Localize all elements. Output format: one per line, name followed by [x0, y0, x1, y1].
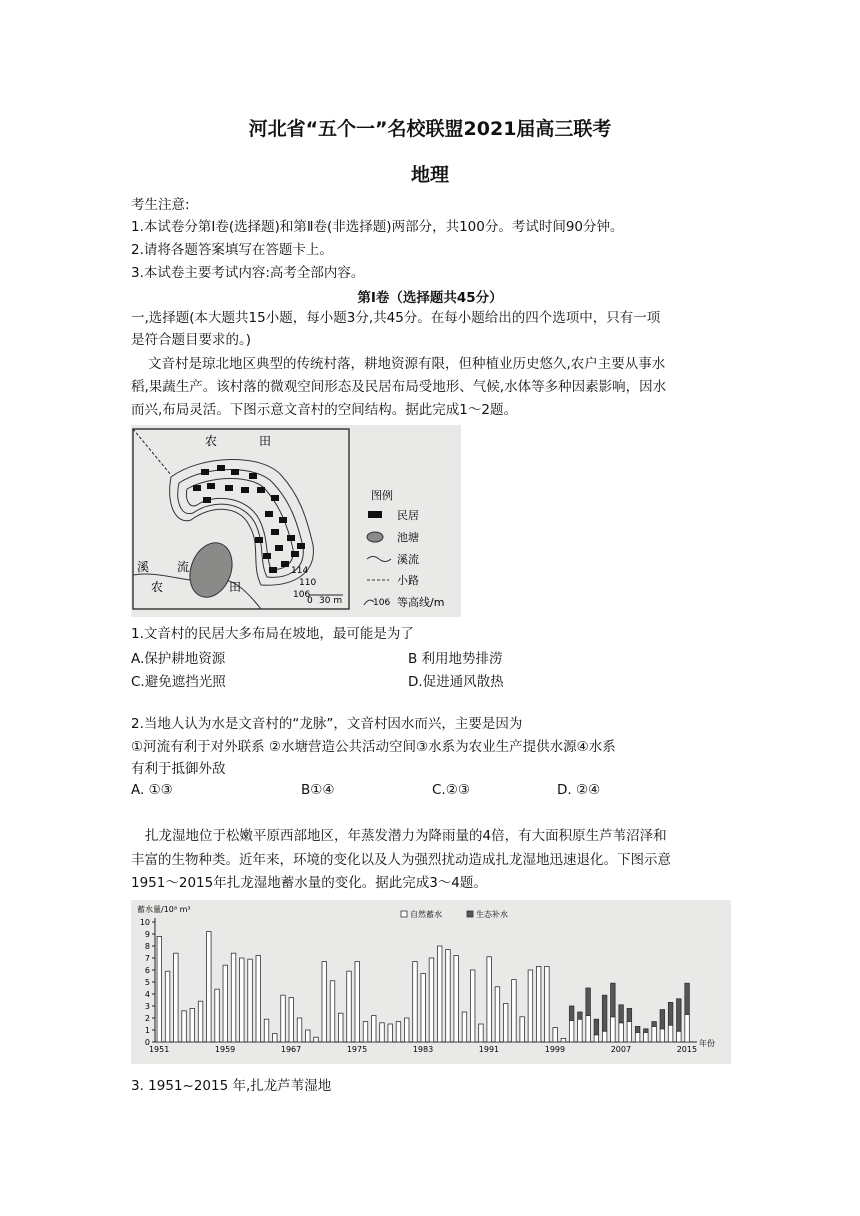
bar-natural-1951: [157, 936, 162, 1042]
bar-natural-1994: [512, 980, 517, 1042]
x-tick-label-2007: 2007: [610, 1045, 632, 1054]
exam-title: 河北省“五个一”名校联盟2021届高三联考: [248, 118, 612, 140]
bar-natural-1996: [528, 970, 533, 1042]
x-tick-label-1951: 1951: [148, 1045, 170, 1054]
label-contour-114: 114: [291, 566, 309, 576]
bar-natural-1993: [503, 1004, 508, 1042]
chart-x-ticks: [149, 1045, 697, 1054]
y-tick-label: 8: [144, 942, 150, 951]
bar-natural-2009: [635, 1032, 640, 1042]
legend-house-swatch: [368, 511, 382, 518]
bar-natural-1990: [479, 1024, 484, 1042]
bar-natural-1986: [446, 950, 451, 1042]
chart-xlabel: 年份: [699, 1039, 715, 1048]
bar-eco-2007: [619, 1005, 624, 1023]
bar-natural-2001: [569, 1020, 574, 1042]
bar-natural-1967: [289, 998, 294, 1042]
x-tick-label-1999: 1999: [544, 1045, 566, 1054]
passage2-line-1: 扎龙湿地位于松嫩平原西部地区，年蒸发潜力为降雨量的4倍，有大面积原生芦苇沼泽和: [145, 828, 667, 844]
label-farmland-top-1: 农: [205, 434, 218, 448]
bar-eco-2002: [578, 1012, 583, 1019]
legend-natural: 自然蓄水: [410, 910, 442, 919]
bar-natural-1958: [215, 989, 220, 1042]
legend-pond: 池塘: [397, 531, 419, 544]
legend-eco-swatch: [467, 911, 473, 917]
village-map-figure: [131, 425, 461, 617]
label-stream-1: 溪: [137, 560, 150, 574]
bar-natural-1975: [355, 962, 360, 1042]
water-storage-chart: [131, 900, 731, 1064]
bar-natural-1971: [322, 962, 327, 1042]
y-tick-label: 5: [144, 978, 150, 987]
bar-natural-1979: [388, 1024, 393, 1042]
bar-natural-1995: [520, 1017, 525, 1042]
section-intro-line-2: 是符合题目要求的。): [131, 332, 252, 348]
bar-eco-2011: [652, 1022, 657, 1027]
legend-natural-swatch: [401, 911, 407, 917]
bar-natural-1954: [182, 1011, 187, 1042]
label-farmland-bottom-1: 农: [151, 580, 164, 594]
bar-natural-2003: [586, 1016, 591, 1042]
q1-option-c: C.避免遮挡光照: [131, 674, 226, 690]
y-tick-label: 4: [144, 990, 150, 999]
bar-eco-2005: [602, 995, 607, 1031]
bar-eco-2015: [685, 983, 690, 1014]
bar-natural-1978: [380, 1023, 385, 1042]
bar-eco-2014: [677, 999, 682, 1031]
legend-stream: 溪流: [397, 553, 419, 566]
q2-items-line-1: ①河流有利于对外联系 ②水塘营造公共活动空间③水系为农业生产提供水源④水系: [131, 739, 616, 755]
bar-natural-1957: [207, 932, 212, 1042]
bar-eco-2013: [668, 1002, 673, 1025]
legend-houses: 民居: [397, 509, 419, 522]
bar-natural-2008: [627, 1022, 632, 1042]
passage2-line-3: 1951～2015年扎龙湿地蓄水量的变化。据此完成3～4题。: [131, 875, 487, 891]
notice-heading: 考生注意:: [131, 197, 190, 213]
bar-natural-1977: [371, 1016, 376, 1042]
bar-natural-1956: [198, 1001, 203, 1042]
q2-items-line-2: 有利于抵御外敌: [131, 761, 226, 777]
label-scale-zero: 0: [307, 596, 313, 606]
q2-option-d: D. ②④: [557, 782, 601, 798]
bar-natural-2014: [677, 1031, 682, 1042]
label-contour-110: 110: [299, 578, 317, 588]
bar-natural-1959: [223, 965, 228, 1042]
x-tick-label-1959: 1959: [214, 1045, 236, 1054]
y-tick-label: 9: [144, 930, 150, 939]
bar-natural-2012: [660, 1029, 665, 1042]
bar-eco-2009: [635, 1026, 640, 1032]
bar-eco-2008: [627, 1008, 632, 1021]
bar-natural-1963: [256, 956, 261, 1042]
bar-natural-1976: [363, 1022, 368, 1042]
bar-natural-1955: [190, 1008, 195, 1042]
y-tick-label: 0: [144, 1038, 150, 1047]
bar-natural-1980: [396, 1022, 401, 1042]
y-tick-label: 2: [144, 1014, 150, 1023]
bar-eco-2012: [660, 1010, 665, 1029]
q2-option-c: C.②③: [432, 782, 470, 798]
bar-natural-2002: [578, 1019, 583, 1042]
bar-natural-1992: [495, 987, 500, 1042]
q1-option-d: D.促进通风散热: [408, 674, 504, 690]
q1-stem: 1.文音村的民居大多布局在坡地，最可能是为了: [131, 626, 414, 642]
bar-eco-2010: [644, 1029, 649, 1033]
bar-natural-1998: [545, 966, 550, 1042]
section-heading: 第Ⅰ卷（选择题共45分）: [357, 290, 503, 306]
bar-natural-1982: [413, 962, 418, 1042]
x-tick-label-1975: 1975: [346, 1045, 368, 1054]
passage1-line-2: 稻,果蔬生产。该村落的微观空间形态及民居布局受地形、气候,水体等多种因素影响，因水: [131, 379, 667, 395]
bar-natural-2005: [602, 1031, 607, 1042]
bar-eco-2004: [594, 1019, 599, 1035]
bar-natural-1991: [487, 957, 492, 1042]
x-tick-label-1991: 1991: [478, 1045, 500, 1054]
y-tick-label: 10: [139, 918, 150, 927]
passage1-line-3: 而兴,布局灵活。下图示意文音村的空间结构。据此完成1～2题。: [131, 402, 517, 418]
q2-option-b: B①④: [301, 782, 335, 798]
label-farmland-bottom-2: 田: [229, 580, 242, 594]
y-tick-label: 3: [144, 1002, 150, 1011]
bar-natural-1966: [281, 995, 286, 1042]
bar-natural-2011: [652, 1026, 657, 1042]
y-tick-label: 1: [144, 1026, 150, 1035]
bar-natural-2006: [611, 1017, 616, 1042]
y-tick-label: 7: [144, 954, 150, 963]
bar-natural-2007: [619, 1023, 624, 1042]
q1-option-a: A.保护耕地资源: [131, 651, 226, 667]
map-path-line: [133, 429, 171, 475]
notice-item-3: 3.本试卷主要考试内容:高考全部内容。: [131, 265, 365, 281]
water-storage-chart-figure: [131, 900, 731, 1064]
legend-title: 图例: [371, 489, 393, 502]
label-contour-106: 106: [293, 590, 311, 600]
bar-natural-1952: [165, 971, 170, 1042]
label-farmland-top-2: 田: [259, 434, 272, 448]
bar-natural-1973: [338, 1013, 343, 1042]
bar-natural-1969: [305, 1030, 310, 1042]
y-tick-label: 6: [144, 966, 150, 975]
x-tick-label-1983: 1983: [412, 1045, 434, 1054]
q2-stem: 2.当地人认为水是文音村的“龙脉”，文音村因水而兴，主要是因为: [131, 716, 523, 732]
bar-eco-2006: [611, 983, 616, 1017]
bar-natural-1965: [273, 1034, 278, 1042]
chart-ylabel: 蓄水量/10⁸ m³: [137, 905, 191, 914]
bar-natural-2013: [668, 1025, 673, 1042]
label-stream-2: 流: [177, 560, 190, 574]
bar-natural-1983: [421, 974, 426, 1042]
bar-natural-1997: [536, 966, 541, 1042]
bar-natural-1981: [404, 1018, 409, 1042]
bar-natural-1984: [429, 958, 434, 1042]
bar-natural-1989: [470, 970, 475, 1042]
bar-natural-1974: [347, 971, 352, 1042]
bar-natural-2010: [644, 1032, 649, 1042]
bar-natural-2000: [561, 1038, 566, 1042]
bar-natural-1960: [231, 953, 236, 1042]
bar-natural-1988: [462, 1012, 467, 1042]
bar-natural-1962: [248, 959, 253, 1042]
bar-natural-1961: [240, 958, 245, 1042]
legend-path: 小路: [397, 574, 419, 587]
q2-option-a: A. ①③: [131, 782, 173, 798]
section-intro-line-1: 一,选择题(本大题共15小题，每小题3分,共45分。在每小题给出的四个选项中，只有一项: [131, 310, 661, 326]
legend-pond-swatch: [367, 532, 383, 542]
bar-natural-2015: [685, 1014, 690, 1042]
bar-natural-1972: [330, 981, 335, 1042]
bar-natural-1968: [297, 1018, 302, 1042]
bar-natural-1987: [454, 956, 459, 1042]
bar-natural-1953: [174, 953, 179, 1042]
bar-natural-1964: [264, 1019, 269, 1042]
notice-item-2: 2.请将各题答案填写在答题卡上。: [131, 242, 333, 258]
legend-contour-value: 106: [373, 598, 391, 608]
bar-eco-2001: [569, 1006, 574, 1020]
legend-stream-swatch: [367, 557, 391, 562]
q3-stem: 3. 1951~2015 年,扎龙芦苇湿地: [131, 1078, 332, 1094]
passage1-line-1: 文音村是琼北地区典型的传统村落，耕地资源有限，但种植业历史悠久,农户主要从事水: [148, 356, 666, 372]
label-scale-text: 30 m: [319, 596, 343, 606]
q1-option-b: B 利用地势排涝: [408, 651, 503, 667]
bar-natural-1985: [437, 946, 442, 1042]
bar-natural-1999: [553, 1028, 558, 1042]
bar-natural-2004: [594, 1035, 599, 1042]
chart-bars: [157, 932, 689, 1042]
village-map: [131, 425, 461, 617]
legend-eco: 生态补水: [476, 910, 508, 919]
legend-contour: 等高线/m: [397, 596, 445, 609]
notice-item-1: 1.本试卷分第Ⅰ卷(选择题)和第Ⅱ卷(非选择题)两部分，共100分。考试时间90分钟。: [131, 219, 624, 235]
exam-subject: 地理: [410, 164, 449, 186]
passage2-line-2: 丰富的生物种类。近年来，环境的变化以及人为强烈扰动造成扎龙湿地迅速退化。下图示意: [131, 852, 671, 868]
x-tick-label-1967: 1967: [280, 1045, 302, 1054]
bar-natural-1970: [314, 1037, 319, 1042]
bar-eco-2003: [586, 988, 591, 1016]
x-tick-label-2015: 2015: [676, 1045, 698, 1054]
